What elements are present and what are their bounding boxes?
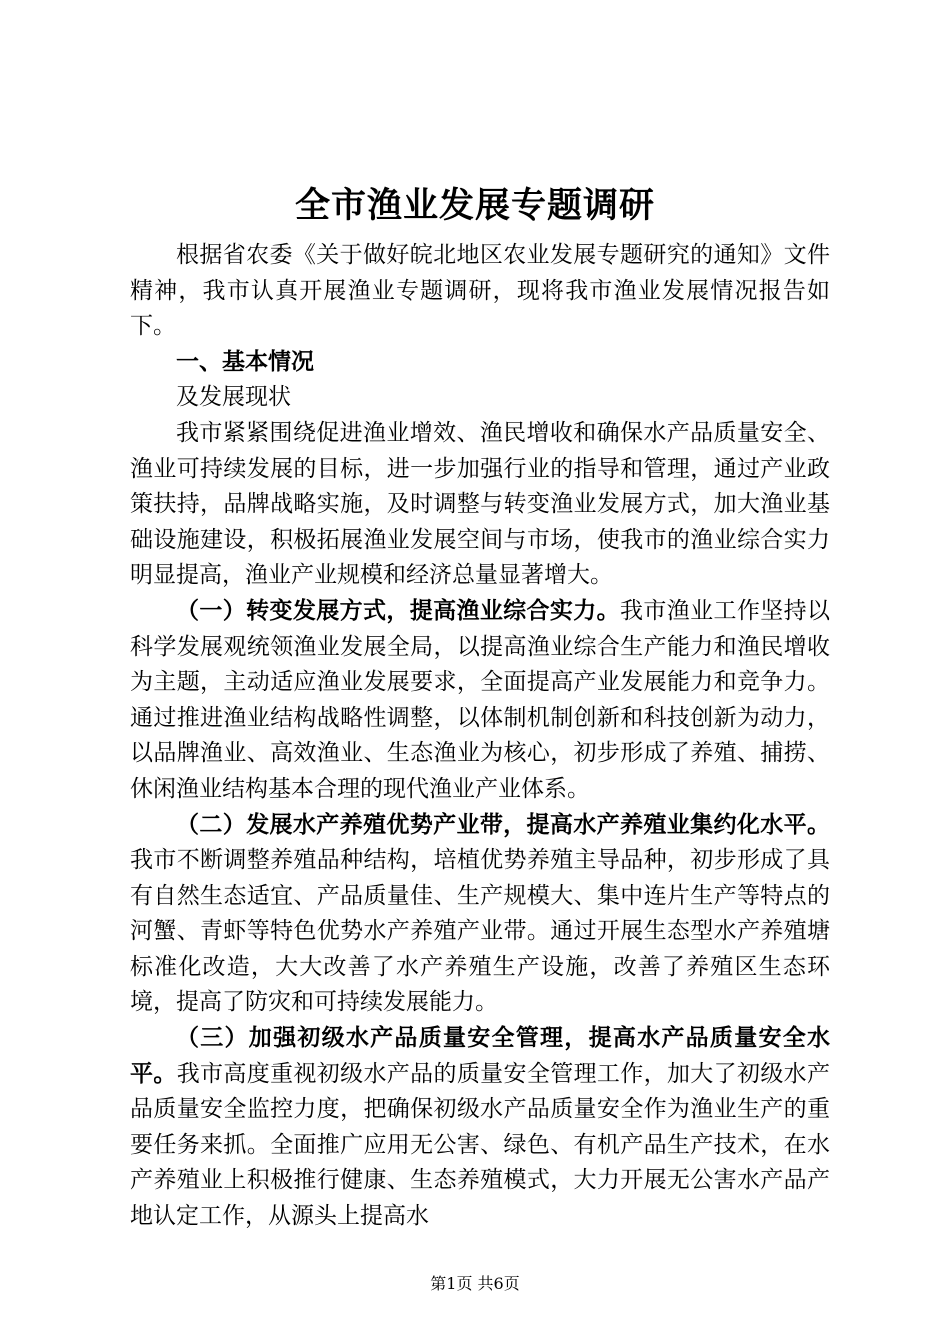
- intro-paragraph: 根据省农委《关于做好皖北地区农业发展专题研究的通知》文件精神，我市认真开展渔业专题调研，现将我市渔业发展情况报告如下。: [130, 242, 830, 340]
- page-footer: 第1页 共6页: [430, 1274, 520, 1293]
- item-3-text: 我市高度重视初级水产品的质量安全管理工作，加大了初级水产品质量安全监控力度，把确保初级水产品质量安全作为渔业生产的重要任务来抓。全面推广应用无公害、绿色、有机产品生产技术，在水产养殖业上积极推行健康、生态养殖模式，大力开展无公害水产品产地认定工作，从源头上提高水: [130, 1060, 831, 1230]
- item-1-text: 我市渔业工作坚持以科学发展观统领渔业发展全局，以提高渔业综合生产能力和渔民增收为主题，主动适应渔业发展要求，全面提高产业发展能力和竞争力。通过推进渔业结构战略性调整，以体制机制创新和科技创新为动力，以品牌渔业、高效渔业、生态渔业为核心，初步形成了养殖、捕捞、休闲渔业结构基本合理的现代渔业产业体系。: [130, 597, 831, 802]
- item-3-paragraph: [130, 1021, 830, 1235]
- section-subheading: 及发展现状: [176, 384, 291, 411]
- item-1-paragraph: [130, 594, 830, 808]
- item-2-title: （二）发展水产养殖优势产业带，提高水产养殖业集约化水平。: [176, 811, 830, 838]
- item-1-title: （一）转变发展方式，提高渔业综合实力。: [176, 597, 621, 624]
- section-paragraph: 我市紧紧围绕促进渔业增效、渔民增收和确保水产品质量安全、渔业可持续发展的目标，进一步加强行业的指导和管理，通过产业政策扶持，品牌战略实施，及时调整与转变渔业发展方式，加大渔业基础设施建设，积极拓展渔业发展空间与市场，使我市的渔业综合实力明显提高，渔业产业规模和经济总量显著增大。: [130, 419, 830, 589]
- item-3-title: （三）加强初级水产品质量安全管理，提高水产品质量安全水平。: [130, 1025, 830, 1087]
- item-2-text: 我市不断调整养殖品种结构，培植优势养殖主导品种，初步形成了具有自然生态适宜、产品质量佳、生产规模大、集中连片生产等特点的河蟹、青虾等特色优势水产养殖产业带。通过开展生态型水产养殖塘标准化改造，大大改善了水产养殖生产设施，改善了养殖区生态环境，提高了防灾和可持续发展能力。: [130, 847, 830, 1016]
- section-heading: 一、基本情况: [176, 348, 314, 375]
- document-title: 全市渔业发展专题调研: [294, 186, 655, 226]
- item-2-paragraph: [130, 808, 830, 1022]
- document-body: [130, 238, 830, 1235]
